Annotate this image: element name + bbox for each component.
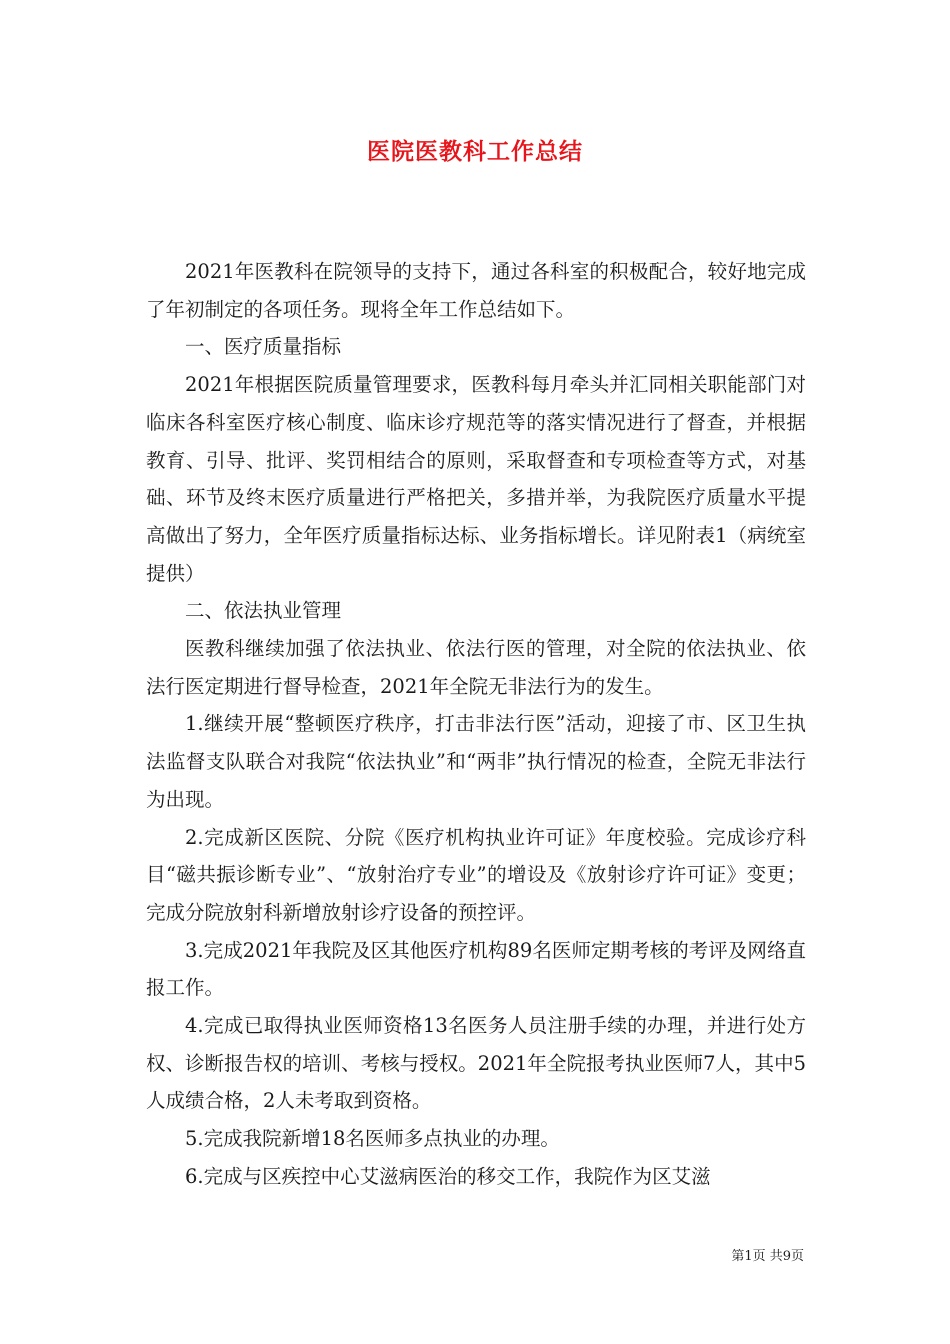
list-item-3: 3.完成2021年我院及区其他医疗机构89名医师定期考核的考评及网络直报工作。 [146, 938, 806, 1000]
quality-paragraph: 2021年根据医院质量管理要求，医教科每月牵头并汇同相关职能部门对临床各科室医疗核心制度、临床诊疗规范等的落实情况进行了督查，并根据教育、引导、批评、奖罚相结合的原则，采取督查和专项检查等方式，对基础、环节及终末医疗质量进行严格把关，多措并举，为我院医疗质量水平提高做出了努力，全年医疗质量指标达标、业务指标增长。详见附表1（病统室提供） [146, 373, 806, 585]
document-title: 医院医教科工作总结 [367, 138, 583, 165]
list-item-6: 6.完成与区疾控中心艾滋病医治的移交工作，我院作为区艾滋 [185, 1164, 711, 1188]
section-heading-quality: 一、医疗质量指标 [185, 335, 342, 359]
legal-paragraph: 医教科继续加强了依法执业、依法行医的管理，对全院的依法执业、依法行医定期进行督导检查，2021年全院无非法行为的发生。 [146, 637, 806, 698]
list-item-4: 4.完成已取得执业医师资格13名医务人员注册手续的办理，并进行处方权、诊断报告权的培训、考核与授权。2021年全院报考执业医师7人，其中5人成绩合格，2人未考取到资格。 [146, 1014, 806, 1113]
page-number: 第1页 共9页 [731, 1249, 804, 1264]
intro-paragraph: 2021年医教科在院领导的支持下，通过各科室的积极配合，较好地完成了年初制定的各项任务。现将全年工作总结如下。 [146, 260, 806, 321]
list-item-5: 5.完成我院新增18名医师多点执业的办理。 [185, 1127, 560, 1151]
list-item-2: 2.完成新区医院、分院《医疗机构执业许可证》年度校验。完成诊疗科目“磁共振诊断专业”、“放射治疗专业”的增设及《放射诊疗许可证》变更；完成分院放射科新增放射诊疗设备的预控评。 [146, 825, 806, 924]
section-heading-legal: 二、依法执业管理 [185, 599, 342, 623]
list-item-1: 1.继续开展“整顿医疗秩序，打击非法行医”活动，迎接了市、区卫生执法监督支队联合对我院“依法执业”和“两非”执行情况的检查，全院无非法行为出现。 [146, 712, 806, 811]
document-body [146, 253, 806, 1196]
